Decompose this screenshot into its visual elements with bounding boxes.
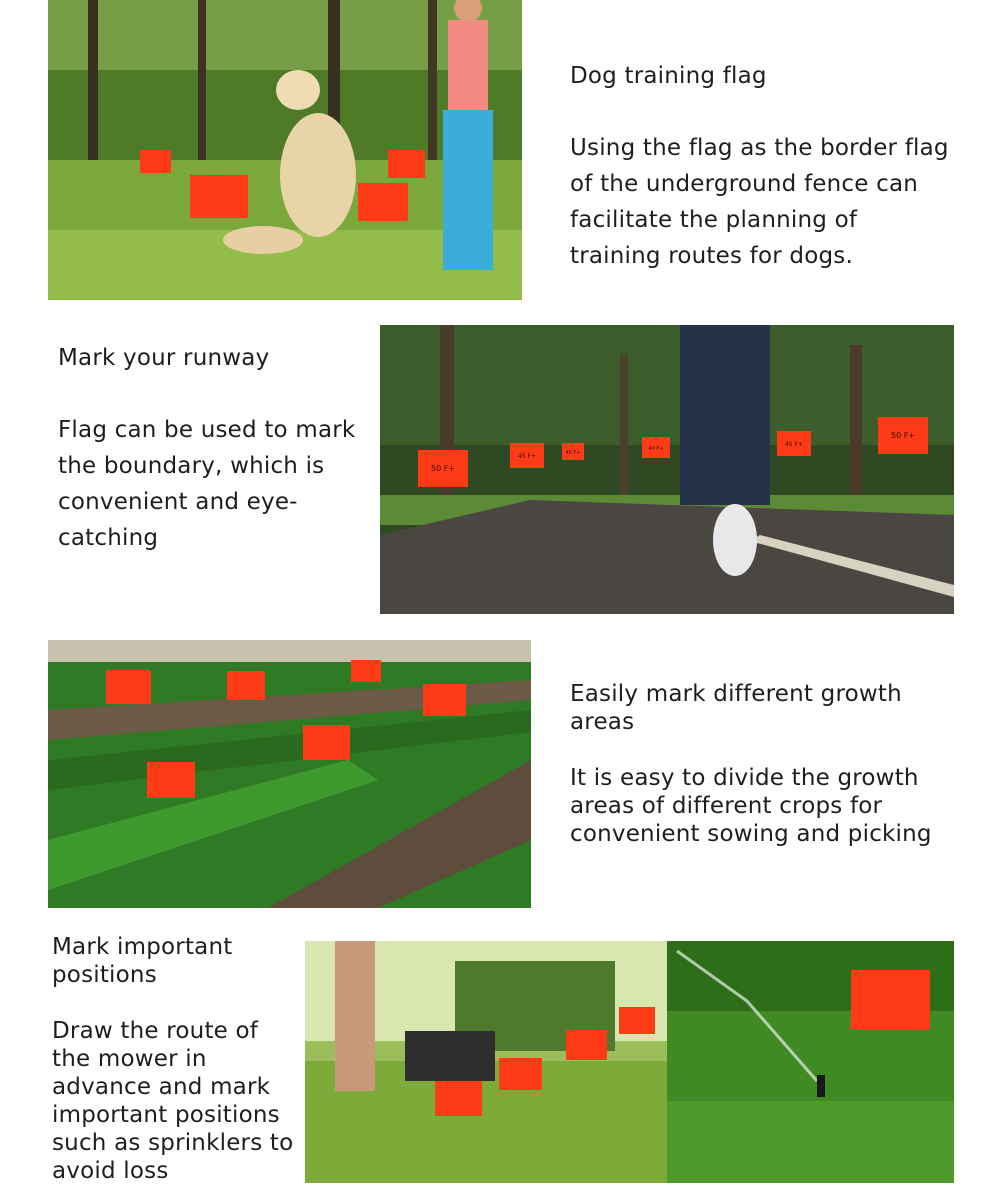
crop-field-photo <box>48 640 531 908</box>
flag-label: 45 F+ <box>517 453 537 460</box>
sprinkler-photo <box>667 941 954 1183</box>
mower-photo <box>305 941 667 1183</box>
section-title: Mark your runway <box>58 345 270 371</box>
section-body: Using the flag as the border flag of the underground fence can facilitate the planning of training routes for dogs. <box>570 135 949 269</box>
runway-flag <box>510 443 544 468</box>
runway-flag <box>878 417 928 454</box>
flag-label: 50 F+ <box>890 431 916 440</box>
section-title: Mark important positions <box>52 934 233 988</box>
flag-label: 45 F+ <box>784 441 804 448</box>
runway-flag <box>418 450 468 487</box>
flag-label: 40 F+ <box>565 450 581 456</box>
runway-flag <box>777 431 811 456</box>
section-body: Draw the route of the mower in advance and mark important positions such as sprinklers to avoid loss <box>52 1018 294 1184</box>
section-title: Dog training flag <box>570 63 767 89</box>
section-title: Easily mark different growth areas <box>570 681 902 735</box>
section-body: It is easy to divide the growth areas of different crops for convenient sowing and picking <box>570 765 932 847</box>
section-runway-text <box>58 340 358 556</box>
runway-flag <box>562 443 584 460</box>
runway-photo <box>380 325 954 614</box>
flag-label: 40 F+ <box>648 446 664 452</box>
section-crops-text <box>570 680 950 848</box>
flag-label: 50 F+ <box>430 464 456 473</box>
section-mower-text <box>52 933 297 1185</box>
section-body: Flag can be used to mark the boundary, which is convenient and eye-catching <box>58 417 356 551</box>
runway-flag <box>642 437 670 458</box>
section-dog-text <box>570 58 950 274</box>
dog-training-photo <box>48 0 522 300</box>
